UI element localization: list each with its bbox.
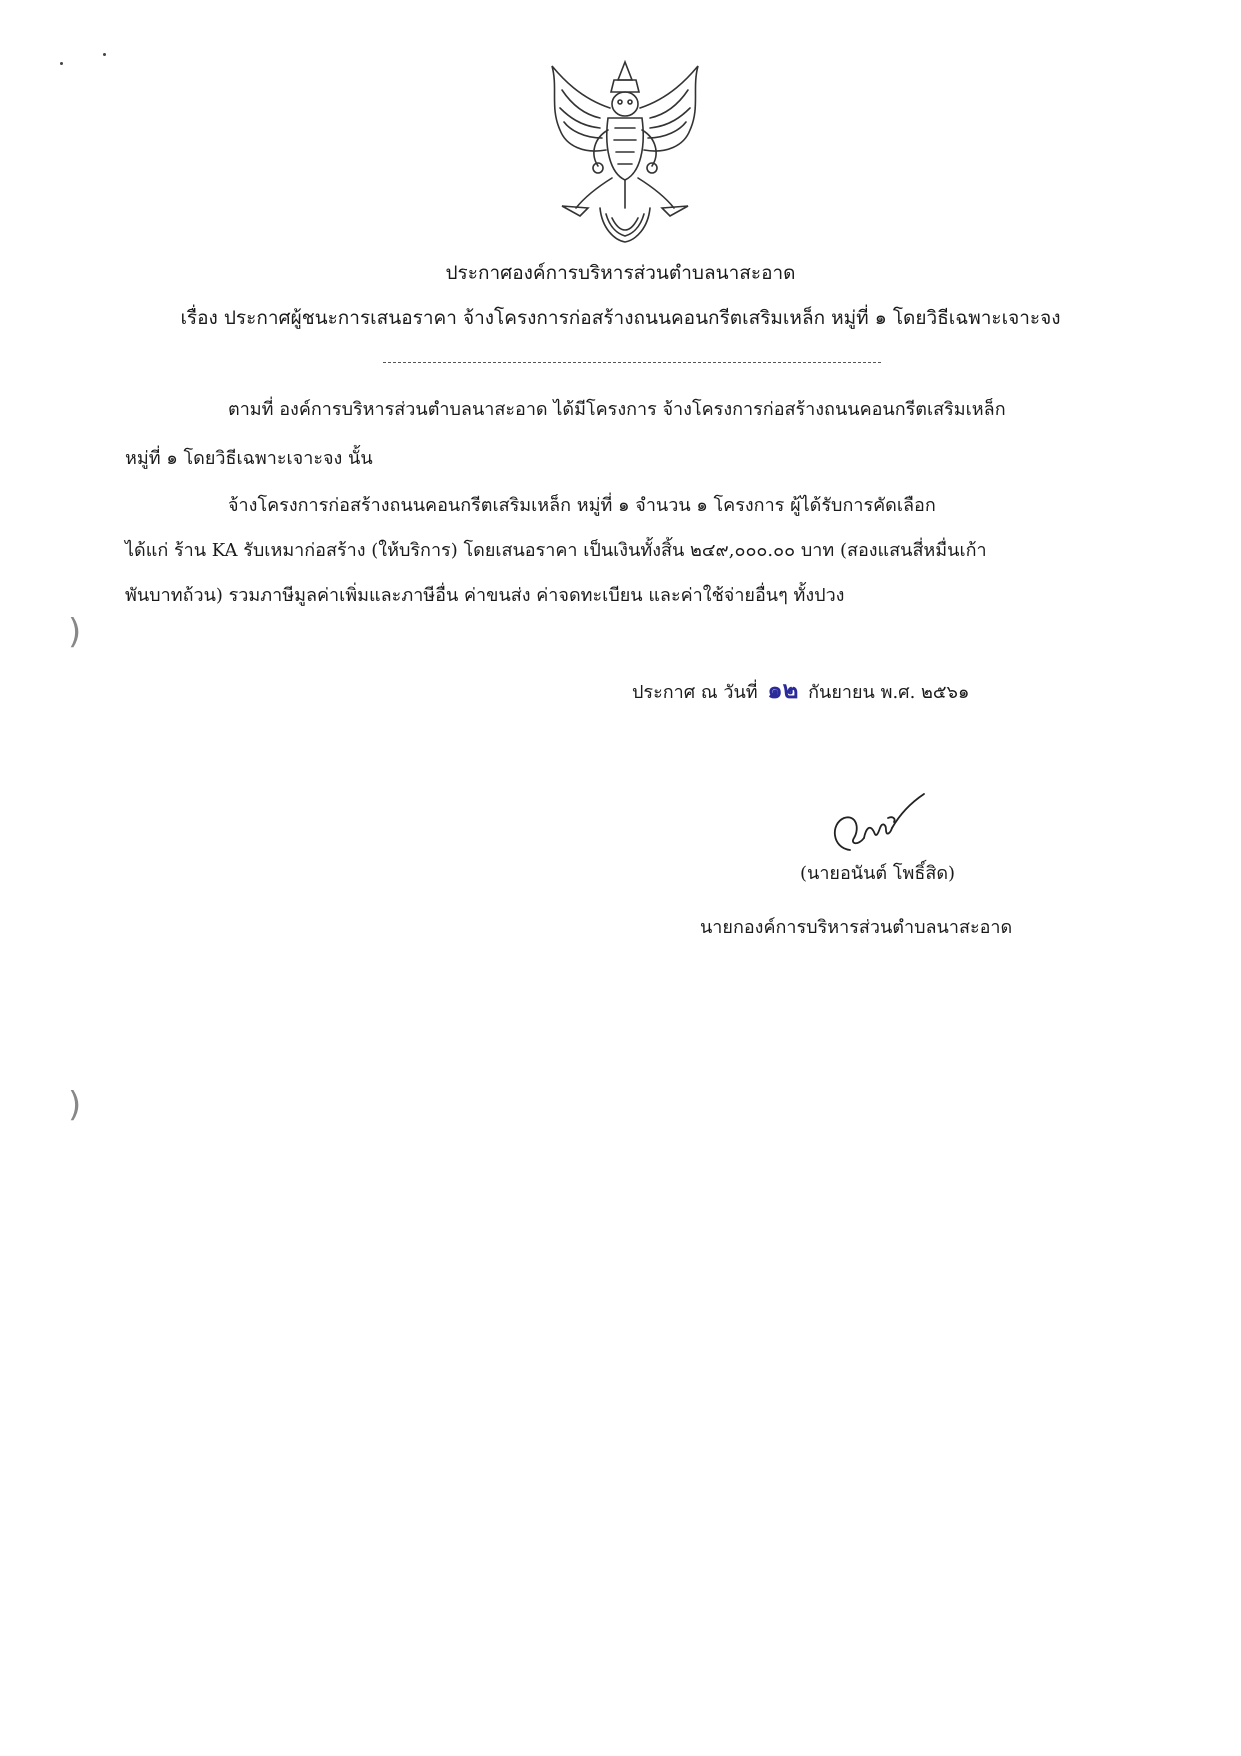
date-prefix: ประกาศ ณ วันที่ <box>632 682 758 703</box>
paragraph-line: หมู่ที่ ๑ โดยวิธีเฉพาะเจาะจง นั้น <box>125 448 373 469</box>
handwritten-signature <box>820 788 930 868</box>
date-suffix: กันยายน พ.ศ. ๒๕๖๑ <box>808 682 970 703</box>
signer-position: นายกองค์การบริหารส่วนตำบลนาสะอาด <box>700 917 1013 938</box>
announcement-date <box>632 670 969 709</box>
document-title: ประกาศองค์การบริหารส่วนตำบลนาสะอาด <box>445 262 796 284</box>
punch-hole-mark: ) <box>68 612 82 652</box>
paragraph-line: ตามที่ องค์การบริหารส่วนตำบลนาสะอาด ได้มีโครงการ จ้างโครงการก่อสร้างถนนคอนกรีตเสริมเหล็ก <box>228 399 1006 420</box>
garuda-emblem-icon <box>540 58 710 248</box>
scan-speck <box>103 53 106 56</box>
paragraph-line: พันบาทถ้วน) รวมภาษีมูลค่าเพิ่มและภาษีอื่น ค่าขนส่ง ค่าจดทะเบียน และค่าใช้จ่ายอื่นๆ ทั้งปวง <box>125 585 845 606</box>
date-day: ๑๒ <box>767 676 799 704</box>
paragraph-line: จ้างโครงการก่อสร้างถนนคอนกรีตเสริมเหล็ก หมู่ที่ ๑ จำนวน ๑ โครงการ ผู้ได้รับการคัดเลือก <box>228 495 936 516</box>
document-subject: เรื่อง ประกาศผู้ชนะการเสนอราคา จ้างโครงการก่อสร้างถนนคอนกรีตเสริมเหล็ก หมู่ที่ ๑ โดยวิธีเฉพาะเจาะจง <box>180 307 1061 329</box>
scan-speck <box>60 62 63 65</box>
paragraph-line: ได้แก่ ร้าน KA รับเหมาก่อสร้าง (ให้บริการ) โดยเสนอราคา เป็นเงินทั้งสิ้น ๒๔๙,๐๐๐.๐๐ บาท (สองแสนสี่หมื่นเก้า <box>125 540 987 561</box>
signer-name: (นายอนันต์ โพธิ์สิด) <box>800 863 956 884</box>
punch-hole-mark: ) <box>68 1085 82 1125</box>
dashed-divider <box>383 362 881 363</box>
